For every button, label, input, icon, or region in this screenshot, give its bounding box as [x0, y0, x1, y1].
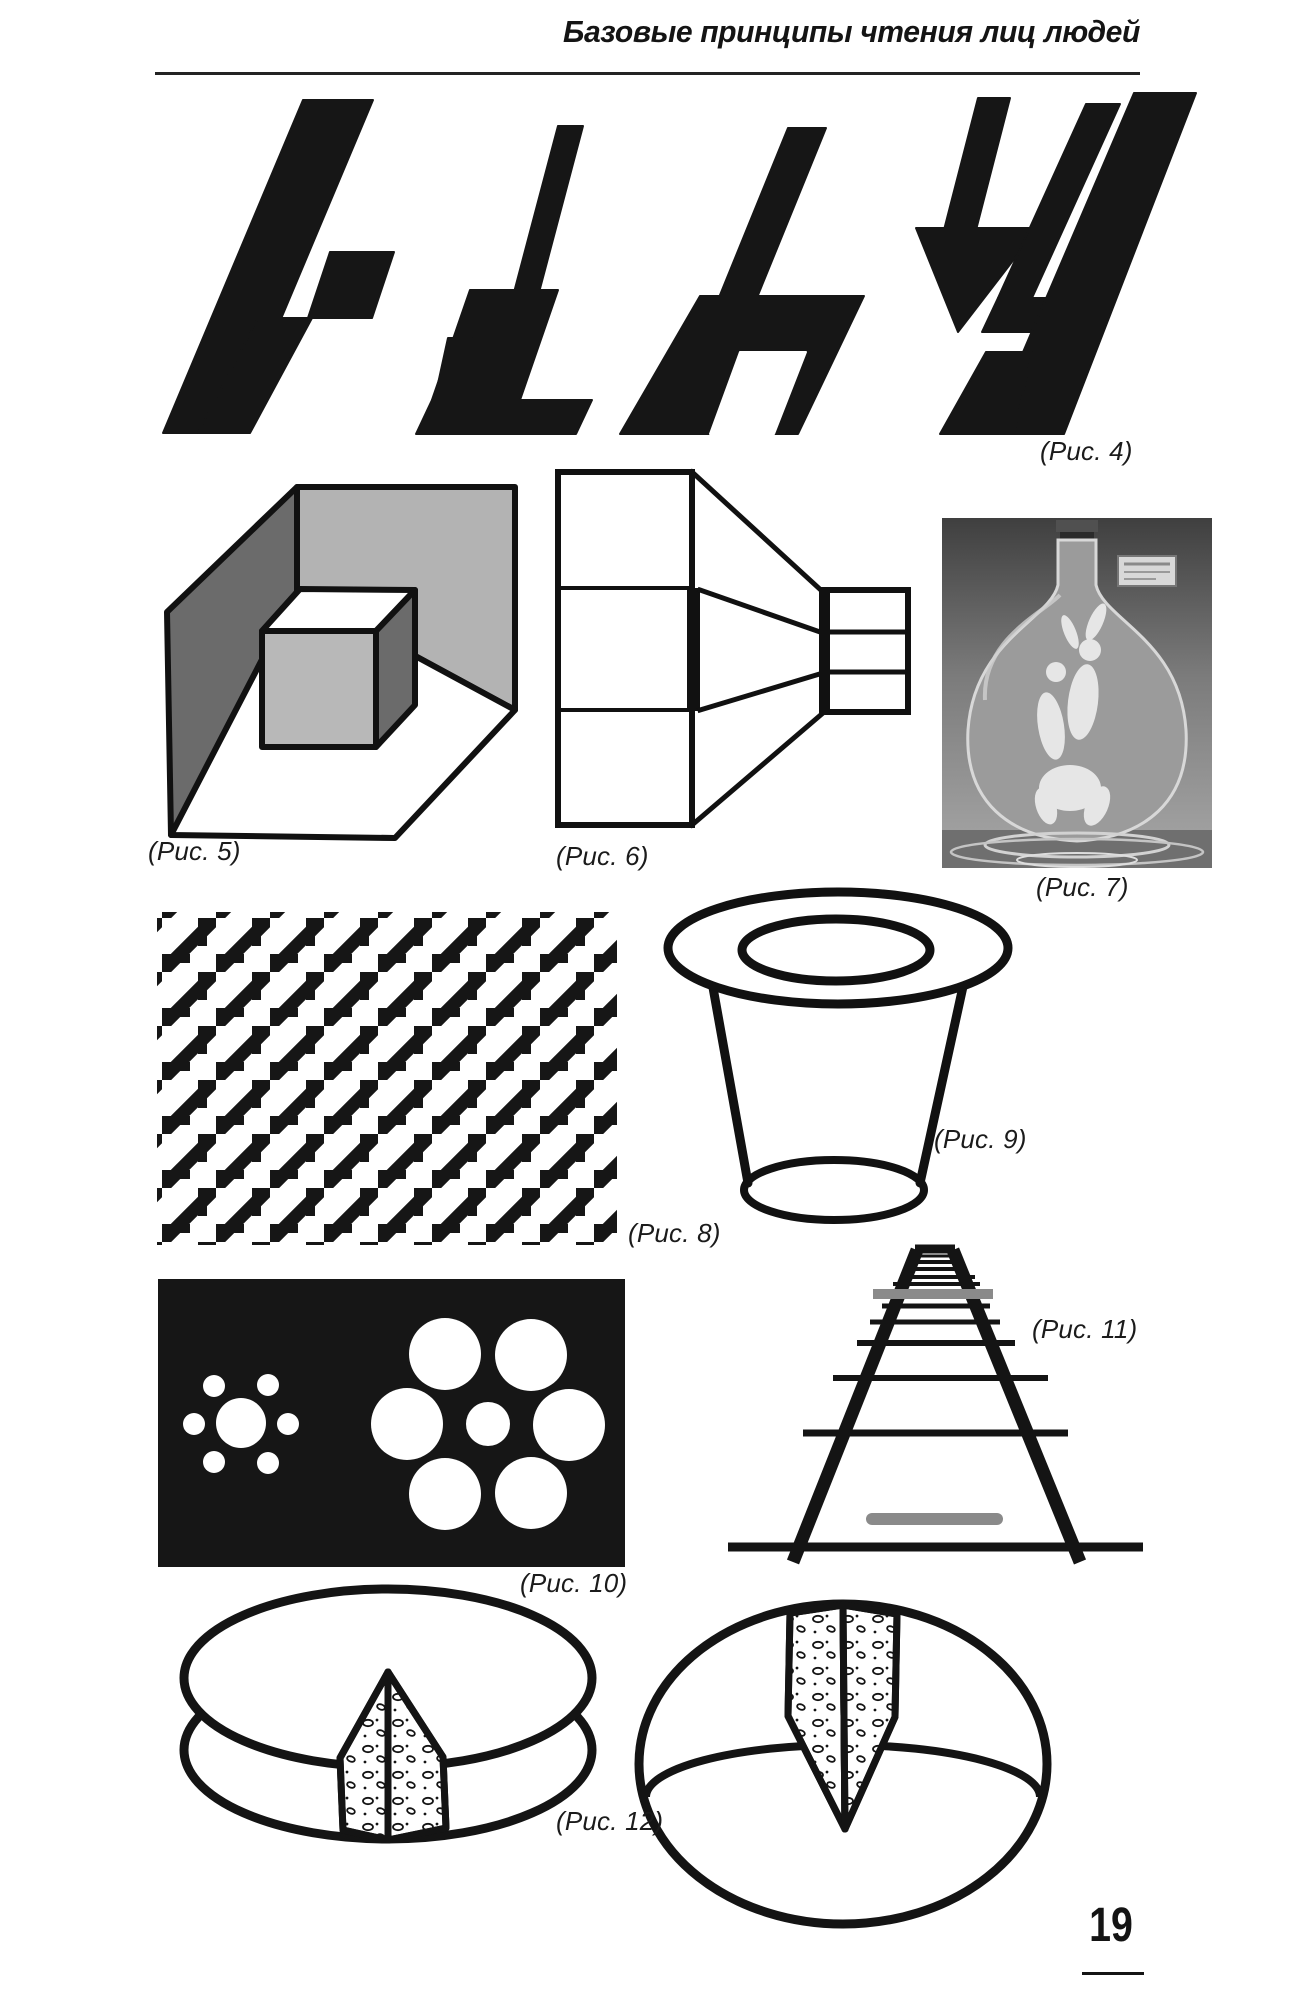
page-number-underline — [1082, 1972, 1144, 1975]
figure7-bottle-photo — [942, 518, 1212, 868]
figure9-caption: (Рис. 9) — [934, 1124, 1027, 1154]
figure5-caption: (Рис. 5) — [148, 836, 241, 866]
figure10-caption: (Рис. 10) — [520, 1568, 628, 1598]
figure6-caption: (Рис. 6) — [556, 841, 649, 871]
figure12-caption: (Рис. 12) — [556, 1806, 664, 1836]
figure8-zollner-pattern — [157, 912, 617, 1245]
figure12-cheese-rind-right — [639, 1604, 1047, 1924]
figure8-caption: (Рис. 8) — [628, 1218, 721, 1248]
figure12-cheese-disc-left — [184, 1589, 592, 1840]
figure10-ebbinghaus-circles — [158, 1279, 625, 1567]
figure11-caption: (Рис. 11) — [1032, 1314, 1138, 1344]
page-number: 19 — [1089, 1899, 1133, 1952]
figure4-caption: (Рис. 4) — [1040, 436, 1133, 466]
figure9-tophat-cup — [668, 892, 1008, 1220]
page-title: Базовые принципы чтения лиц людей — [563, 14, 1140, 49]
figure5-corner-cube — [167, 487, 515, 838]
figure7-caption: (Рис. 7) — [1036, 872, 1129, 902]
figure4-hidden-word-shapes — [163, 93, 1196, 434]
figure6-perspective-tunnel — [558, 472, 908, 825]
figure11-ponzo-railway — [728, 1249, 1143, 1562]
